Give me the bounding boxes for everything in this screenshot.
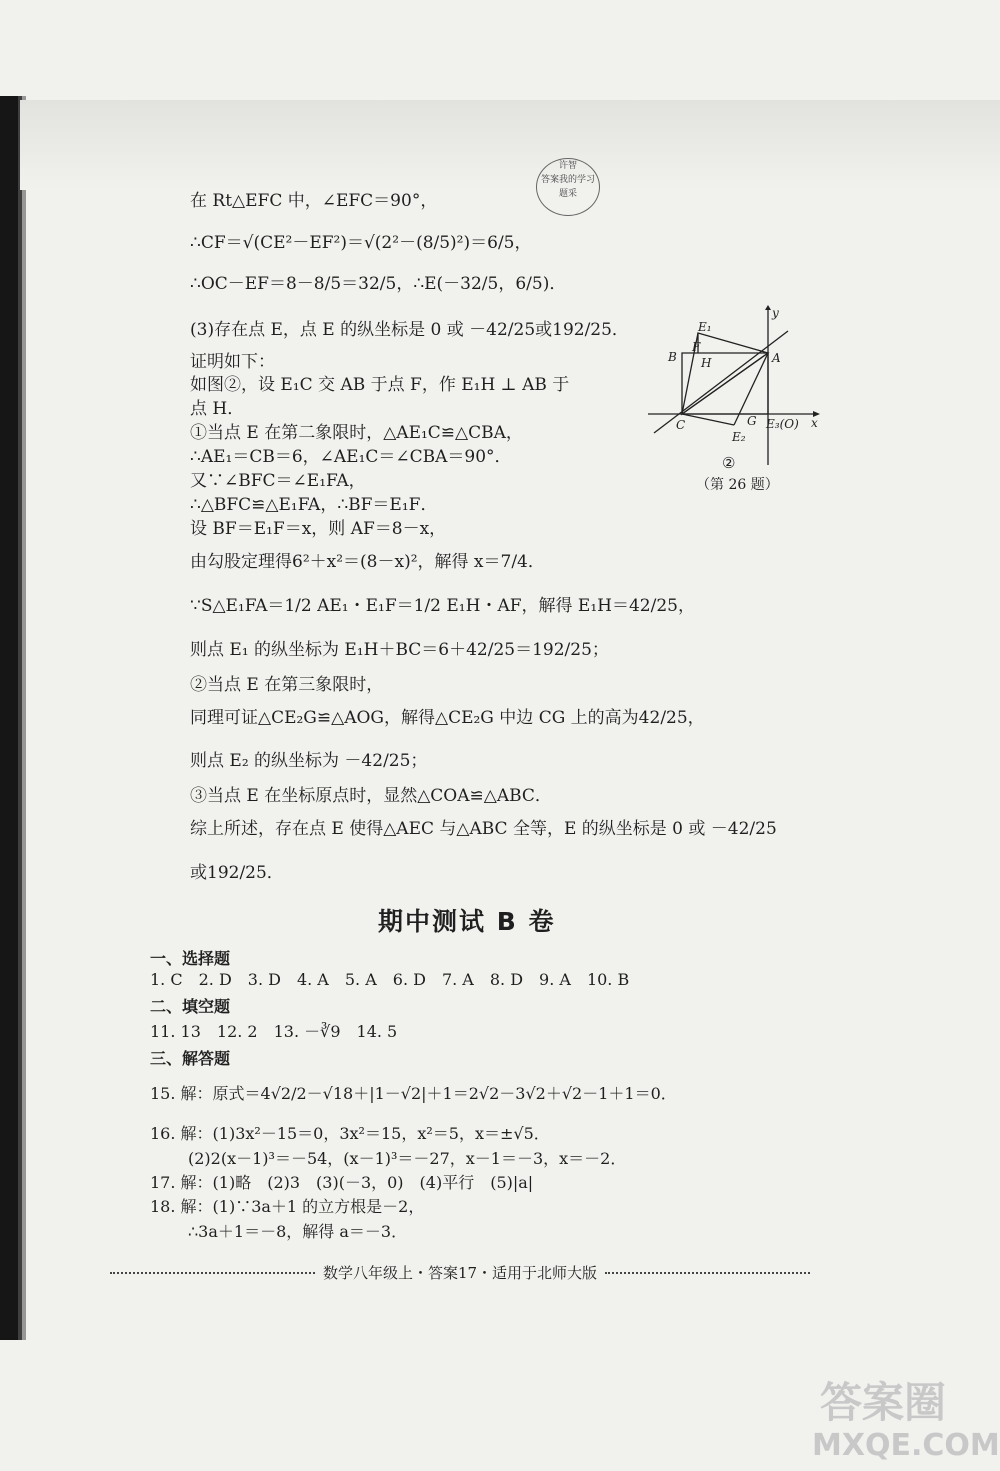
solution-line: ∴AE₁＝CB＝6，∠AE₁C＝∠CBA＝90°． bbox=[190, 447, 512, 467]
section-heading-fill: 二、填空题 bbox=[150, 997, 231, 1016]
answer-q16-part2: (2)2(x－1)³＝－54，(x－1)³＝－27，x－1＝－3，x＝－2． bbox=[188, 1149, 627, 1168]
footer-text: 数学八年级上・答案17・适用于北师大版 bbox=[322, 1264, 598, 1282]
solution-line: 证明如下： bbox=[190, 352, 275, 372]
answer-q17: 17. 解：(1)略 (2)3 (3)(－3，0) (4)平行 (5)|a| bbox=[150, 1173, 534, 1192]
solution-line: 又∵∠BFC＝∠E₁FA， bbox=[190, 471, 366, 491]
solution-line: 在 Rt△EFC 中，∠EFC＝90°， bbox=[190, 191, 438, 211]
solution-line: ③当点 E 在坐标原点时，显然△COA≌△ABC． bbox=[190, 786, 552, 806]
label-a: A bbox=[772, 351, 781, 365]
answer-q18-part2: ∴3a＋1＝－8，解得 a＝－3． bbox=[188, 1222, 408, 1241]
label-h: H bbox=[701, 356, 712, 370]
solution-line: ②当点 E 在第三象限时， bbox=[190, 675, 384, 695]
solution-line: 如图②，设 E₁C 交 AB 于点 F，作 E₁H ⊥ AB 于 bbox=[190, 375, 570, 395]
answer-q18-part1: 18. 解：(1)∵3a＋1 的立方根是－2， bbox=[150, 1197, 425, 1216]
solution-line: 设 BF＝E₁F＝x，则 AF＝8－x， bbox=[190, 519, 447, 539]
solution-line: 由勾股定理得6²＋x²＝(8－x)²，解得 x＝7/4． bbox=[190, 552, 545, 572]
solution-line: ∴CF＝√(CE²－EF²)＝√(2²－(8/5)²)＝6/5， bbox=[190, 233, 532, 253]
label-g: G bbox=[747, 414, 757, 428]
answer-q15: 15. 解：原式＝4√2/2－√18＋|1－√2|＋1＝2√2－3√2＋√2－1＋1＝0． bbox=[150, 1084, 677, 1103]
answers-fill: 11. 13 12. 2 13. －∛9 14. 5 bbox=[150, 1022, 398, 1041]
label-e3: E₃(O) bbox=[766, 417, 799, 431]
watermark-url: MXQE.COM bbox=[812, 1428, 1000, 1463]
figure-number: ② bbox=[722, 454, 736, 472]
solution-line: 则点 E₁ 的纵坐标为 E₁H＋BC＝6＋42/25＝192/25； bbox=[190, 640, 609, 660]
section-title: 期中测试 B 卷 bbox=[378, 907, 556, 936]
label-b: B bbox=[668, 350, 677, 364]
page-top-shade bbox=[20, 100, 1000, 190]
solution-line: 则点 E₂ 的纵坐标为 －42/25； bbox=[190, 751, 428, 771]
figure-caption: （第 26 题） bbox=[696, 477, 779, 493]
solution-line: ∵S△E₁FA＝1/2 AE₁・E₁F＝1/2 E₁H・AF，解得 E₁H＝42/25， bbox=[190, 596, 695, 616]
answer-q16-part1: 16. 解：(1)3x²－15＝0，3x²＝15，x²＝5，x＝±√5． bbox=[150, 1124, 550, 1143]
solution-line: ∴△BFC≌△E₁FA，∴BF＝E₁F． bbox=[190, 495, 438, 515]
solution-line: ①当点 E 在第二象限时，△AE₁C≌△CBA， bbox=[190, 423, 523, 443]
footer-dots-right bbox=[605, 1272, 810, 1274]
segment-ce2 bbox=[682, 414, 734, 425]
footer-dots-left bbox=[110, 1272, 315, 1274]
label-c: C bbox=[676, 418, 686, 432]
solution-line: (3)存在点 E，点 E 的纵坐标是 0 或 －42/25或192/25． bbox=[190, 320, 629, 340]
section-heading-choice: 一、选择题 bbox=[150, 949, 231, 968]
solution-line: 同理可证△CE₂G≌△AOG，解得△CE₂G 中边 CG 上的高为42/25， bbox=[190, 708, 705, 728]
solution-line: 点 H． bbox=[190, 399, 245, 419]
page-binding-shadow bbox=[18, 96, 26, 1340]
label-e1: E₁ bbox=[698, 320, 712, 334]
page-footer bbox=[110, 1262, 810, 1283]
label-e2: E₂ bbox=[732, 430, 746, 444]
label-f: F bbox=[692, 340, 701, 354]
watermark-logo: 答案圈 bbox=[820, 1378, 947, 1427]
solution-line: 或192/25． bbox=[190, 863, 284, 883]
label-y: y bbox=[772, 306, 779, 320]
geometry-figure bbox=[648, 305, 823, 465]
answers-choice: 1. C 2. D 3. D 4. A 5. A 6. D 7. A 8. D 9. A 10. B bbox=[150, 970, 630, 989]
solution-line: 综上所述，存在点 E 使得△AEC 与△ABC 全等，E 的纵坐标是 0 或 －42/25 bbox=[190, 819, 777, 839]
label-x: x bbox=[811, 416, 818, 430]
stamp-seal: 许智 答案我的学习 题采 bbox=[536, 158, 600, 216]
solution-line: ∴OC－EF＝8－8/5＝32/5，∴E(－32/5，6/5)． bbox=[190, 274, 567, 294]
section-heading-solve: 三、解答题 bbox=[150, 1049, 231, 1068]
